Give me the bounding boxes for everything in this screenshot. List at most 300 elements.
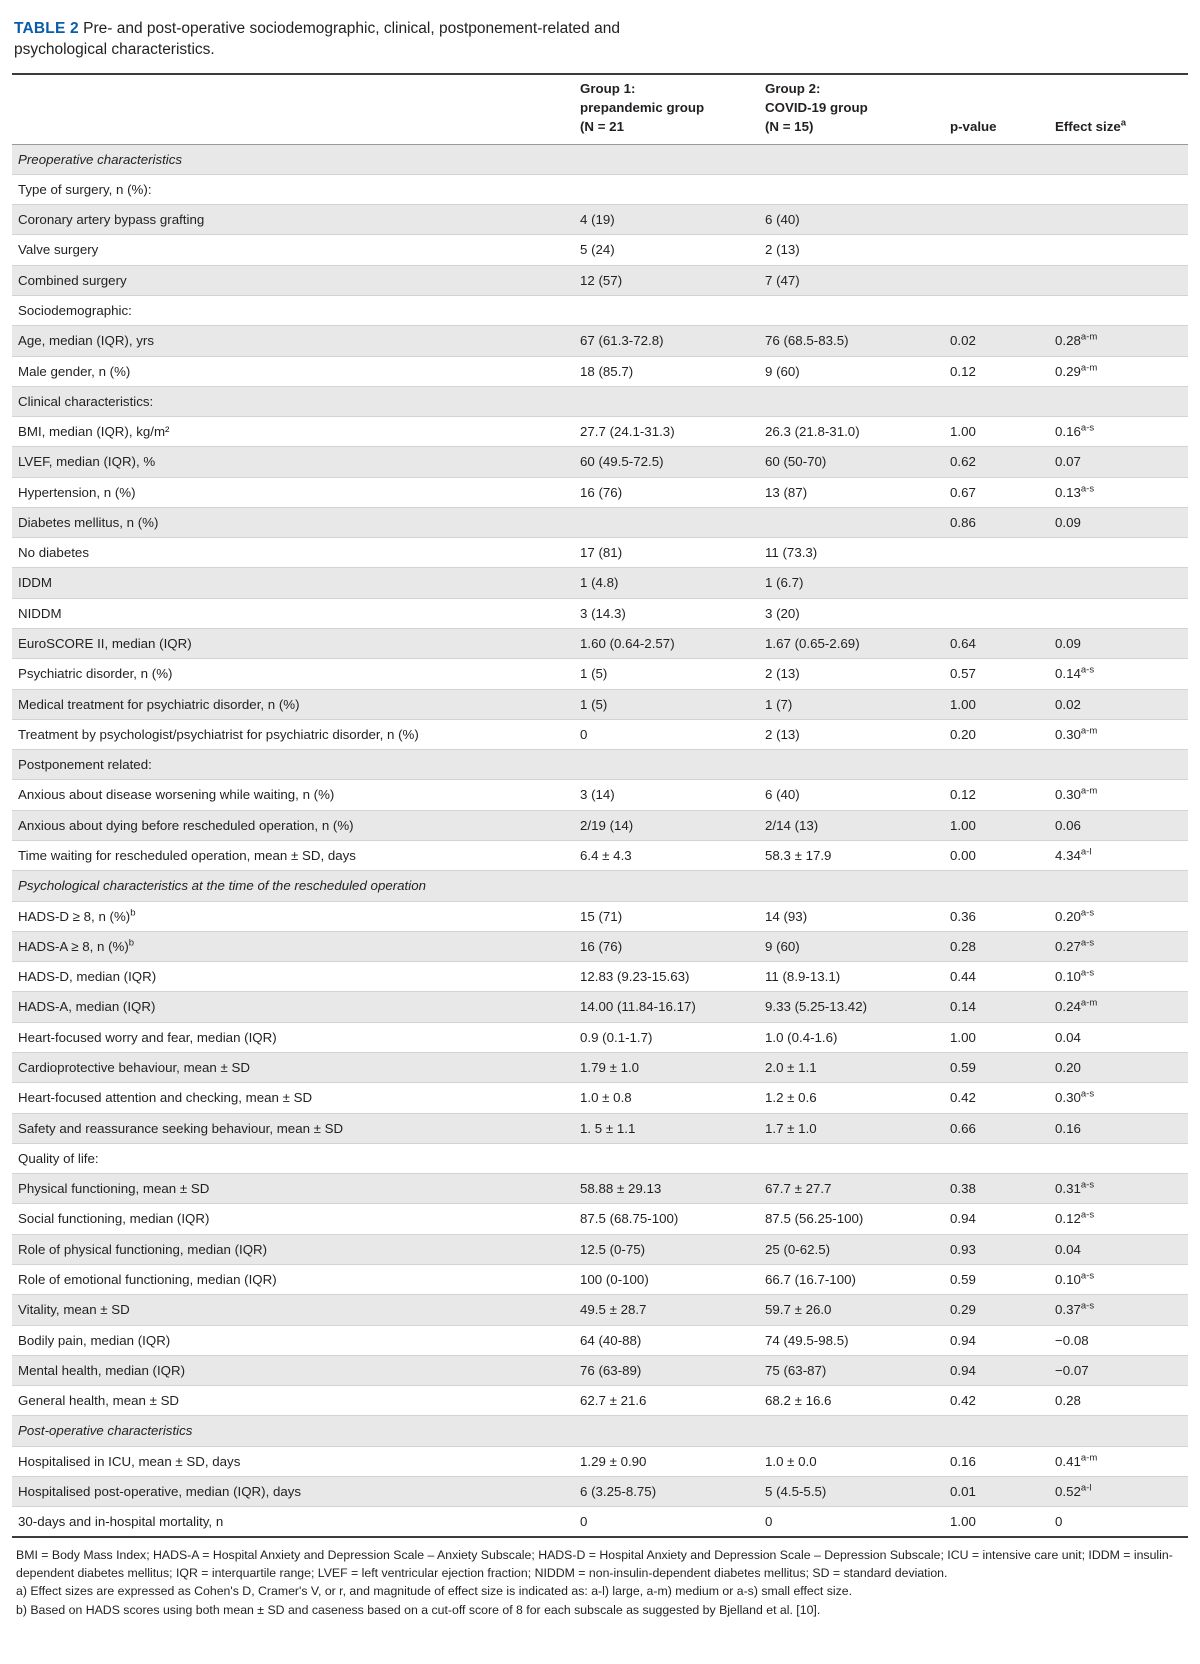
header-group2-line1: Group 2: — [765, 80, 821, 96]
table-row — [12, 1355, 1188, 1385]
table-row — [12, 1143, 1188, 1173]
cell-effect-size-footnote: a-m — [1080, 1452, 1098, 1464]
row-label: Time waiting for rescheduled operation, mean ± SD, days — [12, 841, 572, 871]
cell-effect-size: 0.09 — [1047, 507, 1188, 537]
table-row — [12, 1325, 1188, 1355]
cell-effect-size: 0.12$^{a-s}$ — [1047, 1204, 1188, 1234]
cell-group1: 1.0 ± 0.8 — [572, 1083, 757, 1113]
cell-group2: 9.33 (5.25-13.42) — [757, 992, 942, 1022]
cell-effect-size — [1047, 265, 1188, 295]
row-label: Hypertension, n (%) — [12, 477, 572, 507]
cell-effect-size — [1047, 1143, 1188, 1173]
table-body — [12, 144, 1188, 1537]
cell-group1: 0 — [572, 1507, 757, 1538]
row-label: Postponement related: — [12, 750, 572, 780]
cell-group2: 3 (20) — [757, 598, 942, 628]
cell-effect-size: 0 — [1047, 1507, 1188, 1538]
cell-group1: 1. 5 ± 1.1 — [572, 1113, 757, 1143]
cell-p-value: 0.67 — [942, 477, 1047, 507]
row-label: HADS-D, median (IQR) — [12, 962, 572, 992]
row-label: Preoperative characteristics — [12, 144, 572, 174]
cell-group2: 13 (87) — [757, 477, 942, 507]
footnote-abbreviations: BMI = Body Mass Index; HADS-A = Hospital Anxiety and Depression Scale – Anxiety Subscale; HADS-D = Hospital Anxiety and Depression Scale – Depression Subscale; ICU = intensive care unit; IDDM = insulin-dependent diabetes mellitus; IQR = interquartile range; LVEF = left ventricular ejection fraction; NIDDM = non-insulin-dependent diabetes mellitus; SD = standard deviation. — [16, 1548, 1173, 1580]
table-row — [12, 1446, 1188, 1476]
table-row — [12, 477, 1188, 507]
cell-group1: 16 (76) — [572, 477, 757, 507]
cell-effect-size: 0.04 — [1047, 1022, 1188, 1052]
row-label: Psychological characteristics at the time of the rescheduled operation — [12, 871, 572, 901]
cell-group2: 1 (7) — [757, 689, 942, 719]
row-label: 30-days and in-hospital mortality, n — [12, 1507, 572, 1538]
cell-group2: 11 (8.9-13.1) — [757, 962, 942, 992]
row-label: IDDM — [12, 568, 572, 598]
row-label: HADS-A, median (IQR) — [12, 992, 572, 1022]
cell-p-value — [942, 144, 1047, 174]
row-label: Diabetes mellitus, n (%) — [12, 507, 572, 537]
cell-group2: 5 (4.5-5.5) — [757, 1476, 942, 1506]
row-label: Hospitalised post-operative, median (IQR), days — [12, 1476, 572, 1506]
cell-p-value: 0.94 — [942, 1355, 1047, 1385]
cell-group1 — [572, 295, 757, 325]
cell-group2: 66.7 (16.7-100) — [757, 1264, 942, 1294]
cell-p-value: 0.16 — [942, 1446, 1047, 1476]
cell-group1: 49.5 ± 28.7 — [572, 1295, 757, 1325]
cell-group1: 3 (14) — [572, 780, 757, 810]
cell-effect-size-footnote: a-l — [1080, 1482, 1092, 1494]
cell-effect-size: 0.28$^{a-m}$ — [1047, 326, 1188, 356]
row-label: NIDDM — [12, 598, 572, 628]
cell-p-value: 0.36 — [942, 901, 1047, 931]
row-label: Anxious about dying before rescheduled operation, n (%) — [12, 810, 572, 840]
cell-group2: 1.2 ± 0.6 — [757, 1083, 942, 1113]
table-row — [12, 568, 1188, 598]
row-label: Anxious about disease worsening while waiting, n (%) — [12, 780, 572, 810]
cell-p-value: 0.42 — [942, 1386, 1047, 1416]
cell-effect-size-footnote: a-m — [1080, 786, 1098, 798]
cell-effect-size-footnote: a-s — [1080, 1300, 1095, 1312]
cell-effect-size — [1047, 750, 1188, 780]
cell-p-value: 0.59 — [942, 1052, 1047, 1082]
cell-group2: 9 (60) — [757, 356, 942, 386]
cell-group1: 1 (5) — [572, 659, 757, 689]
table-header — [12, 74, 1188, 144]
cell-group2 — [757, 507, 942, 537]
cell-group2 — [757, 144, 942, 174]
cell-group1 — [572, 174, 757, 204]
header-group1 — [572, 74, 757, 144]
cell-group2: 6 (40) — [757, 205, 942, 235]
table-row — [12, 1264, 1188, 1294]
cell-group1: 60 (49.5-72.5) — [572, 447, 757, 477]
table-row — [12, 174, 1188, 204]
cell-group1: 1 (4.8) — [572, 568, 757, 598]
cell-effect-size-footnote: a-s — [1080, 483, 1095, 495]
cell-effect-size: 0.10$^{a-s}$ — [1047, 1264, 1188, 1294]
cell-p-value — [942, 1143, 1047, 1173]
table-row — [12, 507, 1188, 537]
cell-p-value — [942, 265, 1047, 295]
cell-group2: 1.0 ± 0.0 — [757, 1446, 942, 1476]
table-row — [12, 1113, 1188, 1143]
table-row — [12, 1386, 1188, 1416]
cell-p-value: 0.57 — [942, 659, 1047, 689]
cell-group1: 2/19 (14) — [572, 810, 757, 840]
table-caption — [14, 18, 714, 61]
row-label: Physical functioning, mean ± SD — [12, 1174, 572, 1204]
cell-group1: 16 (76) — [572, 931, 757, 961]
cell-p-value: 0.01 — [942, 1476, 1047, 1506]
cell-effect-size: 0.16 — [1047, 1113, 1188, 1143]
cell-p-value: 0.62 — [942, 447, 1047, 477]
cell-p-value: 0.28 — [942, 931, 1047, 961]
header-effect-size — [1047, 74, 1188, 144]
table-row — [12, 871, 1188, 901]
row-label: Hospitalised in ICU, mean ± SD, days — [12, 1446, 572, 1476]
row-label: EuroSCORE II, median (IQR) — [12, 629, 572, 659]
cell-group1: 6.4 ± 4.3 — [572, 841, 757, 871]
table-row — [12, 235, 1188, 265]
table-row — [12, 780, 1188, 810]
table-row — [12, 689, 1188, 719]
row-label: Social functioning, median (IQR) — [12, 1204, 572, 1234]
cell-p-value: 0.66 — [942, 1113, 1047, 1143]
header-group2-line3: (N = 15) — [765, 119, 814, 135]
cell-effect-size-footnote: a-m — [1080, 725, 1098, 737]
row-label: Role of physical functioning, median (IQR) — [12, 1234, 572, 1264]
cell-p-value — [942, 538, 1047, 568]
header-group2-line2: COVID-19 group — [765, 100, 868, 116]
cell-group2: 2.0 ± 1.1 — [757, 1052, 942, 1082]
table-row — [12, 1022, 1188, 1052]
row-label: Coronary artery bypass grafting — [12, 205, 572, 235]
row-label: Quality of life: — [12, 1143, 572, 1173]
cell-group2: 2/14 (13) — [757, 810, 942, 840]
table-row — [12, 356, 1188, 386]
cell-group1: 67 (61.3-72.8) — [572, 326, 757, 356]
cell-effect-size: 0.06 — [1047, 810, 1188, 840]
row-label: Role of emotional functioning, median (IQR) — [12, 1264, 572, 1294]
row-label: Combined surgery — [12, 265, 572, 295]
row-label: Clinical characteristics: — [12, 386, 572, 416]
cell-p-value — [942, 174, 1047, 204]
cell-group1 — [572, 1143, 757, 1173]
row-label: No diabetes — [12, 538, 572, 568]
cell-group1: 0 — [572, 719, 757, 749]
cell-group2: 26.3 (21.8-31.0) — [757, 417, 942, 447]
cell-p-value: 0.20 — [942, 719, 1047, 749]
table-row — [12, 992, 1188, 1022]
cell-effect-size — [1047, 174, 1188, 204]
cell-group2 — [757, 1143, 942, 1173]
cell-effect-size: 0.30$^{a-m}$ — [1047, 780, 1188, 810]
row-label: Post-operative characteristics — [12, 1416, 572, 1446]
cell-effect-size: 0.31$^{a-s}$ — [1047, 1174, 1188, 1204]
table-row — [12, 719, 1188, 749]
table-row — [12, 205, 1188, 235]
cell-group2: 2 (13) — [757, 719, 942, 749]
table-row — [12, 326, 1188, 356]
cell-group1: 0.9 (0.1-1.7) — [572, 1022, 757, 1052]
cell-group2: 67.7 ± 27.7 — [757, 1174, 942, 1204]
header-effect-size-label: Effect size — [1055, 119, 1121, 135]
cell-effect-size: 0.30$^{a-s}$ — [1047, 1083, 1188, 1113]
row-label: General health, mean ± SD — [12, 1386, 572, 1416]
row-label: HADS-D ≥ 8, n (%)$^b$ — [12, 901, 572, 931]
header-group1-line2: prepandemic group — [580, 100, 705, 116]
table-row — [12, 1507, 1188, 1538]
cell-group1: 3 (14.3) — [572, 598, 757, 628]
table-row — [12, 1476, 1188, 1506]
cell-group1: 87.5 (68.75-100) — [572, 1204, 757, 1234]
row-label-footnote: b — [130, 907, 136, 919]
cell-group1 — [572, 507, 757, 537]
cell-p-value: 1.00 — [942, 689, 1047, 719]
table-row — [12, 901, 1188, 931]
cell-group2 — [757, 295, 942, 325]
table-row — [12, 1083, 1188, 1113]
cell-group2: 1.7 ± 1.0 — [757, 1113, 942, 1143]
cell-group2 — [757, 174, 942, 204]
cell-group1: 76 (63-89) — [572, 1355, 757, 1385]
cell-effect-size — [1047, 235, 1188, 265]
row-label: Mental health, median (IQR) — [12, 1355, 572, 1385]
row-label: Safety and reassurance seeking behaviour, mean ± SD — [12, 1113, 572, 1143]
cell-group2 — [757, 750, 942, 780]
cell-p-value: 0.64 — [942, 629, 1047, 659]
row-label: Valve surgery — [12, 235, 572, 265]
table-row — [12, 417, 1188, 447]
cell-effect-size — [1047, 386, 1188, 416]
cell-p-value — [942, 205, 1047, 235]
cell-group2: 1.67 (0.65-2.69) — [757, 629, 942, 659]
cell-group2: 87.5 (56.25-100) — [757, 1204, 942, 1234]
cell-group1 — [572, 750, 757, 780]
cell-effect-size-footnote: a-s — [1080, 937, 1095, 949]
cell-group1: 12.5 (0-75) — [572, 1234, 757, 1264]
table-row — [12, 659, 1188, 689]
table-row — [12, 1234, 1188, 1264]
cell-group1: 14.00 (11.84-16.17) — [572, 992, 757, 1022]
cell-group2 — [757, 1416, 942, 1446]
cell-group1: 62.7 ± 21.6 — [572, 1386, 757, 1416]
row-label: Type of surgery, n (%): — [12, 174, 572, 204]
table-row — [12, 447, 1188, 477]
row-label: Psychiatric disorder, n (%) — [12, 659, 572, 689]
cell-p-value: 0.86 — [942, 507, 1047, 537]
cell-effect-size: 0.02 — [1047, 689, 1188, 719]
cell-effect-size: 0.41$^{a-m}$ — [1047, 1446, 1188, 1476]
table-row — [12, 629, 1188, 659]
row-label: Bodily pain, median (IQR) — [12, 1325, 572, 1355]
header-p-value: p-value — [942, 74, 1047, 144]
table-caption-text: Pre- and post-operative sociodemographic, clinical, postponement-related and psychological characteristics. — [14, 20, 620, 59]
cell-effect-size: 0.28 — [1047, 1386, 1188, 1416]
cell-p-value — [942, 386, 1047, 416]
row-label: Sociodemographic: — [12, 295, 572, 325]
cell-group2 — [757, 386, 942, 416]
cell-group1: 15 (71) — [572, 901, 757, 931]
row-label: Vitality, mean ± SD — [12, 1295, 572, 1325]
table-row — [12, 931, 1188, 961]
cell-effect-size: −0.08 — [1047, 1325, 1188, 1355]
footnote-b: b) Based on HADS scores using both mean ± SD and caseness based on a cut-off score of 8 for each subscale as suggested by Bjelland et al. [10]. — [16, 1602, 821, 1617]
cell-effect-size: 0.09 — [1047, 629, 1188, 659]
cell-group2 — [757, 871, 942, 901]
cell-group2: 9 (60) — [757, 931, 942, 961]
row-label: LVEF, median (IQR), % — [12, 447, 572, 477]
cell-group1: 1.79 ± 1.0 — [572, 1052, 757, 1082]
cell-p-value: 0.12 — [942, 356, 1047, 386]
table-row — [12, 386, 1188, 416]
cell-effect-size: 0.37$^{a-s}$ — [1047, 1295, 1188, 1325]
cell-group2: 74 (49.5-98.5) — [757, 1325, 942, 1355]
cell-effect-size — [1047, 144, 1188, 174]
header-characteristic — [12, 74, 572, 144]
cell-effect-size — [1047, 598, 1188, 628]
cell-effect-size: 0.29$^{a-m}$ — [1047, 356, 1188, 386]
cell-group1 — [572, 386, 757, 416]
cell-p-value: 0.94 — [942, 1204, 1047, 1234]
cell-effect-size — [1047, 871, 1188, 901]
cell-group1: 27.7 (24.1-31.3) — [572, 417, 757, 447]
cell-group2: 2 (13) — [757, 659, 942, 689]
cell-effect-size: 4.34$^{a-l}$ — [1047, 841, 1188, 871]
cell-p-value: 1.00 — [942, 1507, 1047, 1538]
cell-p-value — [942, 235, 1047, 265]
cell-group2: 60 (50-70) — [757, 447, 942, 477]
cell-effect-size: 0.16$^{a-s}$ — [1047, 417, 1188, 447]
cell-group1 — [572, 144, 757, 174]
cell-p-value: 0.42 — [942, 1083, 1047, 1113]
cell-p-value — [942, 750, 1047, 780]
cell-group1: 1.60 (0.64-2.57) — [572, 629, 757, 659]
table-row — [12, 1416, 1188, 1446]
cell-effect-size — [1047, 205, 1188, 235]
cell-effect-size: 0.07 — [1047, 447, 1188, 477]
cell-effect-size-footnote: a-s — [1080, 907, 1095, 919]
table-row — [12, 144, 1188, 174]
cell-effect-size: 0.27$^{a-s}$ — [1047, 931, 1188, 961]
cell-effect-size-footnote: a-s — [1080, 1088, 1095, 1100]
header-row — [12, 74, 1188, 144]
row-label: Age, median (IQR), yrs — [12, 326, 572, 356]
cell-effect-size: 0.20 — [1047, 1052, 1188, 1082]
cell-effect-size: 0.10$^{a-s}$ — [1047, 962, 1188, 992]
cell-effect-size: 0.24$^{a-m}$ — [1047, 992, 1188, 1022]
cell-p-value: 0.44 — [942, 962, 1047, 992]
header-group1-line3: (N = 21 — [580, 119, 624, 135]
cell-group1: 58.88 ± 29.13 — [572, 1174, 757, 1204]
cell-p-value: 0.12 — [942, 780, 1047, 810]
cell-group1: 6 (3.25-8.75) — [572, 1476, 757, 1506]
cell-group2: 1 (6.7) — [757, 568, 942, 598]
table-footnotes — [12, 1547, 1188, 1619]
row-label: HADS-A ≥ 8, n (%)$^b$ — [12, 931, 572, 961]
cell-effect-size: 0.14$^{a-s}$ — [1047, 659, 1188, 689]
row-label: Heart-focused attention and checking, mean ± SD — [12, 1083, 572, 1113]
cell-group2: 11 (73.3) — [757, 538, 942, 568]
row-label: Medical treatment for psychiatric disorder, n (%) — [12, 689, 572, 719]
cell-group1: 17 (81) — [572, 538, 757, 568]
header-group2 — [757, 74, 942, 144]
cell-effect-size-footnote: a-m — [1080, 998, 1098, 1009]
cell-group2: 75 (63-87) — [757, 1355, 942, 1385]
cell-p-value — [942, 871, 1047, 901]
cell-effect-size — [1047, 295, 1188, 325]
cell-p-value — [942, 1416, 1047, 1446]
cell-p-value: 0.59 — [942, 1264, 1047, 1294]
cell-group1: 100 (0-100) — [572, 1264, 757, 1294]
table-row — [12, 810, 1188, 840]
row-label: Heart-focused worry and fear, median (IQR) — [12, 1022, 572, 1052]
cell-effect-size-footnote: a-m — [1080, 362, 1098, 374]
cell-group2: 58.3 ± 17.9 — [757, 841, 942, 871]
cell-group1 — [572, 1416, 757, 1446]
cell-group1: 12 (57) — [572, 265, 757, 295]
cell-effect-size: 0.52$^{a-l}$ — [1047, 1476, 1188, 1506]
cell-p-value: 0.00 — [942, 841, 1047, 871]
cell-effect-size-footnote: a-s — [1080, 1209, 1095, 1221]
table-row — [12, 1052, 1188, 1082]
footnote-a: a) Effect sizes are expressed as Cohen's D, Cramer's V, or r, and magnitude of effect size is indicated as: a-l) large, a-m) medium or a-s) small effect size. — [16, 1584, 852, 1599]
cell-effect-size-footnote: a-s — [1080, 422, 1095, 434]
cell-effect-size-footnote: a-s — [1080, 664, 1095, 676]
header-effect-size-footnote: a — [1120, 117, 1127, 129]
cell-effect-size-footnote: a-s — [1080, 1270, 1095, 1282]
table-row — [12, 598, 1188, 628]
cell-effect-size — [1047, 538, 1188, 568]
table-row — [12, 265, 1188, 295]
table-number: TABLE 2 — [14, 20, 79, 37]
row-label-footnote: b — [128, 937, 135, 949]
cell-p-value: 1.00 — [942, 417, 1047, 447]
table-row — [12, 962, 1188, 992]
cell-p-value — [942, 598, 1047, 628]
cell-group1: 5 (24) — [572, 235, 757, 265]
cell-effect-size — [1047, 568, 1188, 598]
cell-p-value: 0.29 — [942, 1295, 1047, 1325]
cell-effect-size-footnote: a-s — [1080, 967, 1095, 979]
table-row — [12, 295, 1188, 325]
cell-p-value — [942, 295, 1047, 325]
cell-group2: 1.0 (0.4-1.6) — [757, 1022, 942, 1052]
cell-group2: 59.7 ± 26.0 — [757, 1295, 942, 1325]
characteristics-table — [12, 73, 1188, 1539]
cell-p-value: 0.93 — [942, 1234, 1047, 1264]
cell-effect-size-footnote: a-s — [1080, 1179, 1095, 1191]
cell-effect-size: 0.20$^{a-s}$ — [1047, 901, 1188, 931]
cell-effect-size-footnote: a-m — [1080, 331, 1098, 343]
table-row — [12, 1295, 1188, 1325]
cell-group2: 0 — [757, 1507, 942, 1538]
cell-effect-size: 0.13$^{a-s}$ — [1047, 477, 1188, 507]
cell-p-value: 0.38 — [942, 1174, 1047, 1204]
cell-group1: 4 (19) — [572, 205, 757, 235]
cell-effect-size: 0.30$^{a-m}$ — [1047, 719, 1188, 749]
cell-group2: 6 (40) — [757, 780, 942, 810]
cell-group2: 68.2 ± 16.6 — [757, 1386, 942, 1416]
row-label: BMI, median (IQR), kg/m² — [12, 417, 572, 447]
table-row — [12, 750, 1188, 780]
cell-group1: 12.83 (9.23-15.63) — [572, 962, 757, 992]
cell-p-value: 1.00 — [942, 810, 1047, 840]
table-row — [12, 1174, 1188, 1204]
cell-p-value: 1.00 — [942, 1022, 1047, 1052]
cell-p-value — [942, 568, 1047, 598]
cell-group2: 7 (47) — [757, 265, 942, 295]
table-row — [12, 538, 1188, 568]
cell-group1: 64 (40-88) — [572, 1325, 757, 1355]
